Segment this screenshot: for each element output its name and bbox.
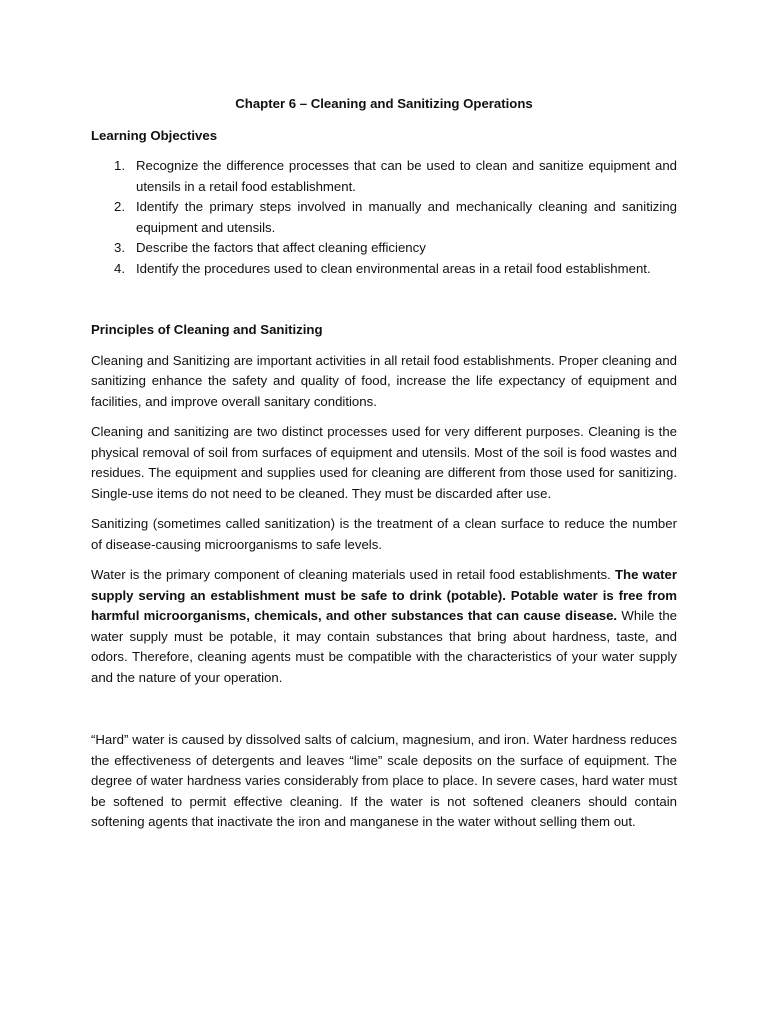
list-item-number: 1. bbox=[114, 158, 125, 173]
paragraph-hard-water: “Hard” water is caused by dissolved salts of calcium, magnesium, and iron. Water hardness reduces the effectiveness of detergents and leaves “lime” scale deposits on the surface of equipment. The degree of water hardness varies considerably from place to place. In severe cases, hard water must be softened to permit effective cleaning. If the water is not softened cleaners should contain softening agents that inactivate the iron and manganese in the water without selling them out. bbox=[91, 732, 677, 829]
list-item-number: 2. bbox=[114, 199, 125, 214]
learning-objectives-heading: Learning Objectives bbox=[91, 127, 218, 143]
list-item bbox=[91, 156, 677, 197]
list-item bbox=[91, 259, 677, 280]
chapter-title: Chapter 6 – Cleaning and Sanitizing Operations bbox=[235, 96, 533, 111]
list-item-text: Describe the factors that affect cleaning efficiency bbox=[136, 240, 426, 255]
paragraph-water-supply-rest: While the water supply must be potable, it may contain substances that bring about hardness, taste, and odors. Therefore, cleaning agents must be compatible with the characteristics of your water supply and the nature of your operation. bbox=[91, 608, 677, 685]
list-item bbox=[91, 197, 677, 238]
list-item-text: Recognize the difference processes that can be used to clean and sanitize equipment and utensils in a retail food establishment. bbox=[136, 158, 677, 194]
paragraph-importance: Cleaning and Sanitizing are important activities in all retail food establishments. Proper cleaning and sanitizing enhance the safety and quality of food, increase the life expectancy of equipment and facilities, and improve overall sanitary conditions. bbox=[91, 352, 677, 409]
document-body bbox=[91, 94, 677, 843]
list-item-number: 3. bbox=[114, 240, 125, 255]
learning-objectives-list bbox=[91, 156, 677, 279]
paragraph-water-supply-intro: Water is the primary component of cleaning materials used in retail food establishments. bbox=[91, 567, 615, 582]
principles-heading: Principles of Cleaning and Sanitizing bbox=[91, 322, 323, 337]
paragraph-sanitizing-definition: Sanitizing (sometimes called sanitization) is the treatment of a clean surface to reduce the number of disease-causing microorganisms to safe levels. bbox=[91, 516, 677, 552]
list-item-text: Identify the primary steps involved in manually and mechanically cleaning and sanitizing equipment and utensils. bbox=[136, 199, 677, 235]
paragraph-cleaning-definition: Cleaning and sanitizing are two distinct processes used for very different purposes. Cleaning is the physical removal of soil from surfaces of equipment and utensils. Most of the soil is food wastes and residues. The equipment and supplies used for cleaning are different from those used for sanitizing. Single-use items do not need to be cleaned. They must be discarded after use. bbox=[91, 424, 677, 501]
section-spacer bbox=[91, 289, 677, 320]
list-item-number: 4. bbox=[114, 260, 125, 276]
paragraph-water-supply-emphasis: The water supply serving an establishment must be safe to drink (potable). Potable water is free from harmful microorganisms, chemicals, and other substances that can cause disease. bbox=[91, 567, 678, 623]
section-spacer bbox=[91, 698, 677, 730]
list-item bbox=[91, 238, 677, 259]
list-item-text: Identify the procedures used to clean environmental areas in a retail food establishment. bbox=[136, 260, 651, 276]
paragraph-water-supply bbox=[91, 565, 677, 688]
